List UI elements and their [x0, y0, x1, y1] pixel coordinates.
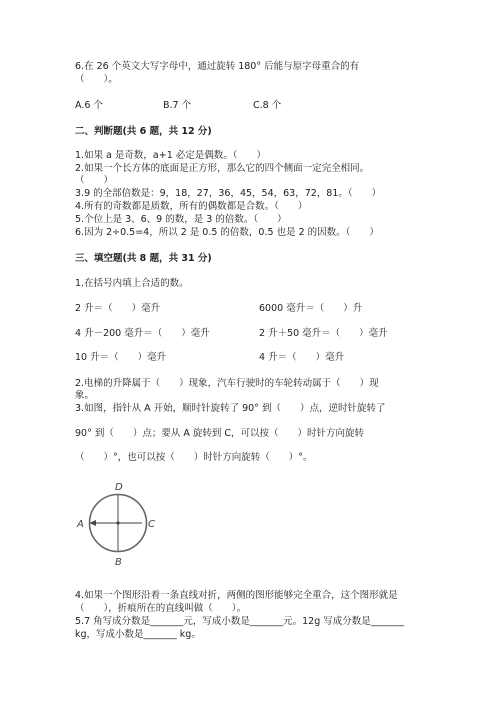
pointer-arrow-icon	[90, 520, 97, 526]
figure-label-b: B	[115, 557, 122, 568]
judge-item-2-blank: （ ）	[75, 175, 114, 186]
figure-label-a: A	[77, 519, 84, 530]
fill-q5-line2: kg，写成小数是_______ kg。	[75, 629, 201, 640]
q6-stem: 6.在 26 个英文大写字母中，通过旋转 180° 后能与原字母重合的有	[75, 61, 360, 72]
fill-q1-cell: 4 升－200 毫升＝（ ）毫升	[75, 328, 210, 339]
q6-option-a: A.6 个	[75, 100, 103, 111]
judge-item-3: 3.9 的全部倍数是：9，18，27，36，45，54，63，72，81。（ ）	[75, 188, 382, 199]
fill-q3-line1: 3.如图，指针从 A 开始，顺时针旋转了 90° 到（ ）点，逆时针旋转了	[75, 403, 386, 414]
fill-q3-line3: （ ）°，也可以按（ ）时针方向旋转（ ）°。	[75, 452, 313, 463]
fill-q1-cell: 2 升＋50 毫升＝（ ）毫升	[259, 328, 388, 339]
fill-q3-line2: 90° 到（ ）点；要从 A 旋转到 C，可以按（ ）时针方向旋转	[75, 428, 365, 439]
section3-title: 三、填空题(共 8 题，共 31 分)	[75, 253, 212, 264]
figure-center-dot	[116, 521, 119, 524]
judge-item-4: 4.所有的奇数都是质数，所有的偶数都是合数。（ ）	[75, 201, 308, 212]
q6-option-b: B.7 个	[163, 100, 192, 111]
fill-q1-cell: 4 升＝（ ）毫升	[259, 352, 345, 363]
figure-label-d: D	[115, 482, 123, 493]
fill-q5-line1: 5.7 角写成分数是_______元，写成小数是_______元。12g 写成分数是_______	[75, 616, 405, 627]
fill-q1-stem: 1.在括号内填上合适的数。	[75, 278, 189, 289]
judge-item-1: 1.如果 a 是奇数，a+1 必定是偶数。（ ）	[75, 150, 267, 161]
rotation-figure	[72, 478, 162, 568]
q6-option-c: C.8 个	[253, 100, 282, 111]
fill-q2-line2: 象。	[75, 390, 95, 401]
judge-item-6: 6.因为 2÷0.5=4，所以 2 是 0.5 的倍数，0.5 也是 2 的因数。（ ）	[75, 227, 379, 238]
judge-item-2: 2.如果一个长方体的底面是正方形，那么它的四个侧面一定完全相同。	[75, 163, 370, 174]
fill-q4-line1: 4.如果一个图形沿着一条直线对折，两侧的图形能够完全重合，这个图形就是	[75, 590, 398, 601]
figure-label-c: C	[148, 519, 155, 530]
judge-item-5: 5.个位上是 3、6、9 的数，是 3 的倍数。（ ）	[75, 214, 287, 225]
fill-q4-line2: （ ），折痕所在的直线叫做（ ）。	[75, 603, 247, 614]
q6-blank: （ ）。	[75, 74, 118, 85]
fill-q1-cell: 2 升＝（ ）毫升	[75, 303, 161, 314]
fill-q2-line1: 2.电梯的升降属于（ ）现象，汽车行驶时的车轮转动属于（ ）现	[75, 378, 379, 389]
section2-title: 二、判断题(共 6 题，共 12 分)	[75, 126, 212, 137]
fill-q1-cell: 6000 毫升＝（ ）升	[259, 303, 363, 314]
fill-q1-cell: 10 升＝（ ）毫升	[75, 352, 167, 363]
